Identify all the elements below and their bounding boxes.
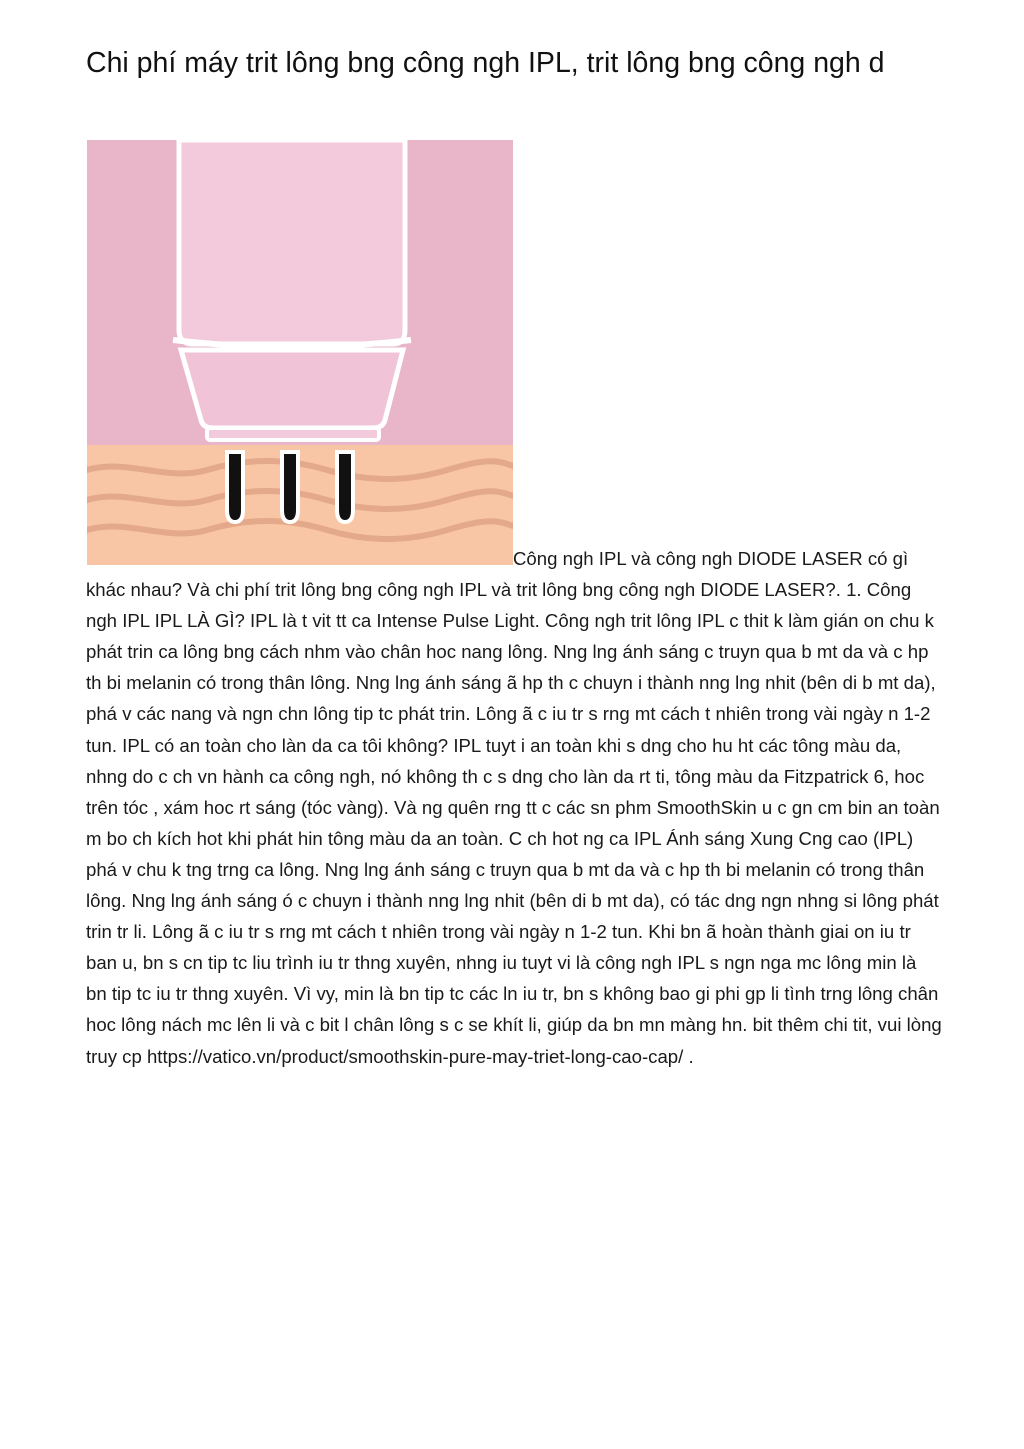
page-title: Chi phí máy trit lông bng công ngh IPL, trit lông bng công ngh d xyxy=(86,47,885,79)
device-head xyxy=(181,350,403,428)
hair-follicle xyxy=(282,452,298,522)
ipl-illustration xyxy=(87,140,513,565)
ipl-device-icon xyxy=(87,140,513,565)
device-body xyxy=(179,140,405,344)
device-tip xyxy=(207,428,379,440)
hair-follicle xyxy=(337,452,353,522)
article-body: Công ngh IPL và công ngh DIODE LASER có gì khác nhau? Và chi phí trit lông bng công ngh IPL và trit lông bng công ngh DIODE LASER?. 1. Công ngh IPL IPL LÀ GÌ? IPL là t vit tt ca Intense Pulse Light. Công ngh trit lông IPL c thit k làm gián on chu k phát trin ca lông bng cách nhm vào chân hoc nang lông. Nng lng ánh sáng c truyn qua b mt da và c hp th bi melanin có trong thân lông. Nng lng ánh sáng ã hp th c chuyn i thành nng lng nhit (bên di b mt da), phá v các nang và ngn chn lông tip tc phát trin. Lông ã c iu tr s rng mt cách t nhiên trong vài ngày n 1-2 tun. IPL có an toàn cho làn da ca tôi không? IPL tuyt i an toàn khi s dng cho hu ht các tông màu da, nhng do c ch vn hành ca công ngh, nó không th c s dng cho làn da rt ti, tông màu da Fitzpatrick 6, hoc trên tóc , xám hoc rt sáng (tóc vàng). Và ng quên rng tt c các sn phm SmoothSkin u c gn cm bin an toàn m bo ch kích hot khi phát hin tông màu da an toàn. C ch hot ng ca IPL Ánh sáng Xung Cng cao (IPL) phá v chu k tng trng ca lông. Nng lng ánh sáng c truyn qua b mt da và c hp th bi melanin có trong thân lông. Nng lng ánh sáng ó c chuyn i thành nng lng nhit (bên di b mt da), có tác dng ngn nhng si lông phát trin tr li. Lông ã c iu tr s rng mt cách t nhiên trong vài ngày n 1-2 tun. Khi bn ã hoàn thành giai on iu tr ban u, bn s cn tip tc liu trình iu tr thng xuyên, nhng iu tuyt vi là công ngh IPL s ngn nga mc lông min là bn tip tc iu tr thng xuyên. Vì vy, min là bn tip tc các ln iu tr, bn s không bao gi phi gp li tình trng lông chân hoc lông nách mc lên li và c bit l chân lông s c se khít li, giúp da bn mn màng hn. bit thêm chi tit, vui lòng truy cp https://vatico.vn/product/smoothskin-pure-may-triet-long-cao-cap/ . xyxy=(86,548,942,1067)
hair-follicle xyxy=(227,452,243,522)
